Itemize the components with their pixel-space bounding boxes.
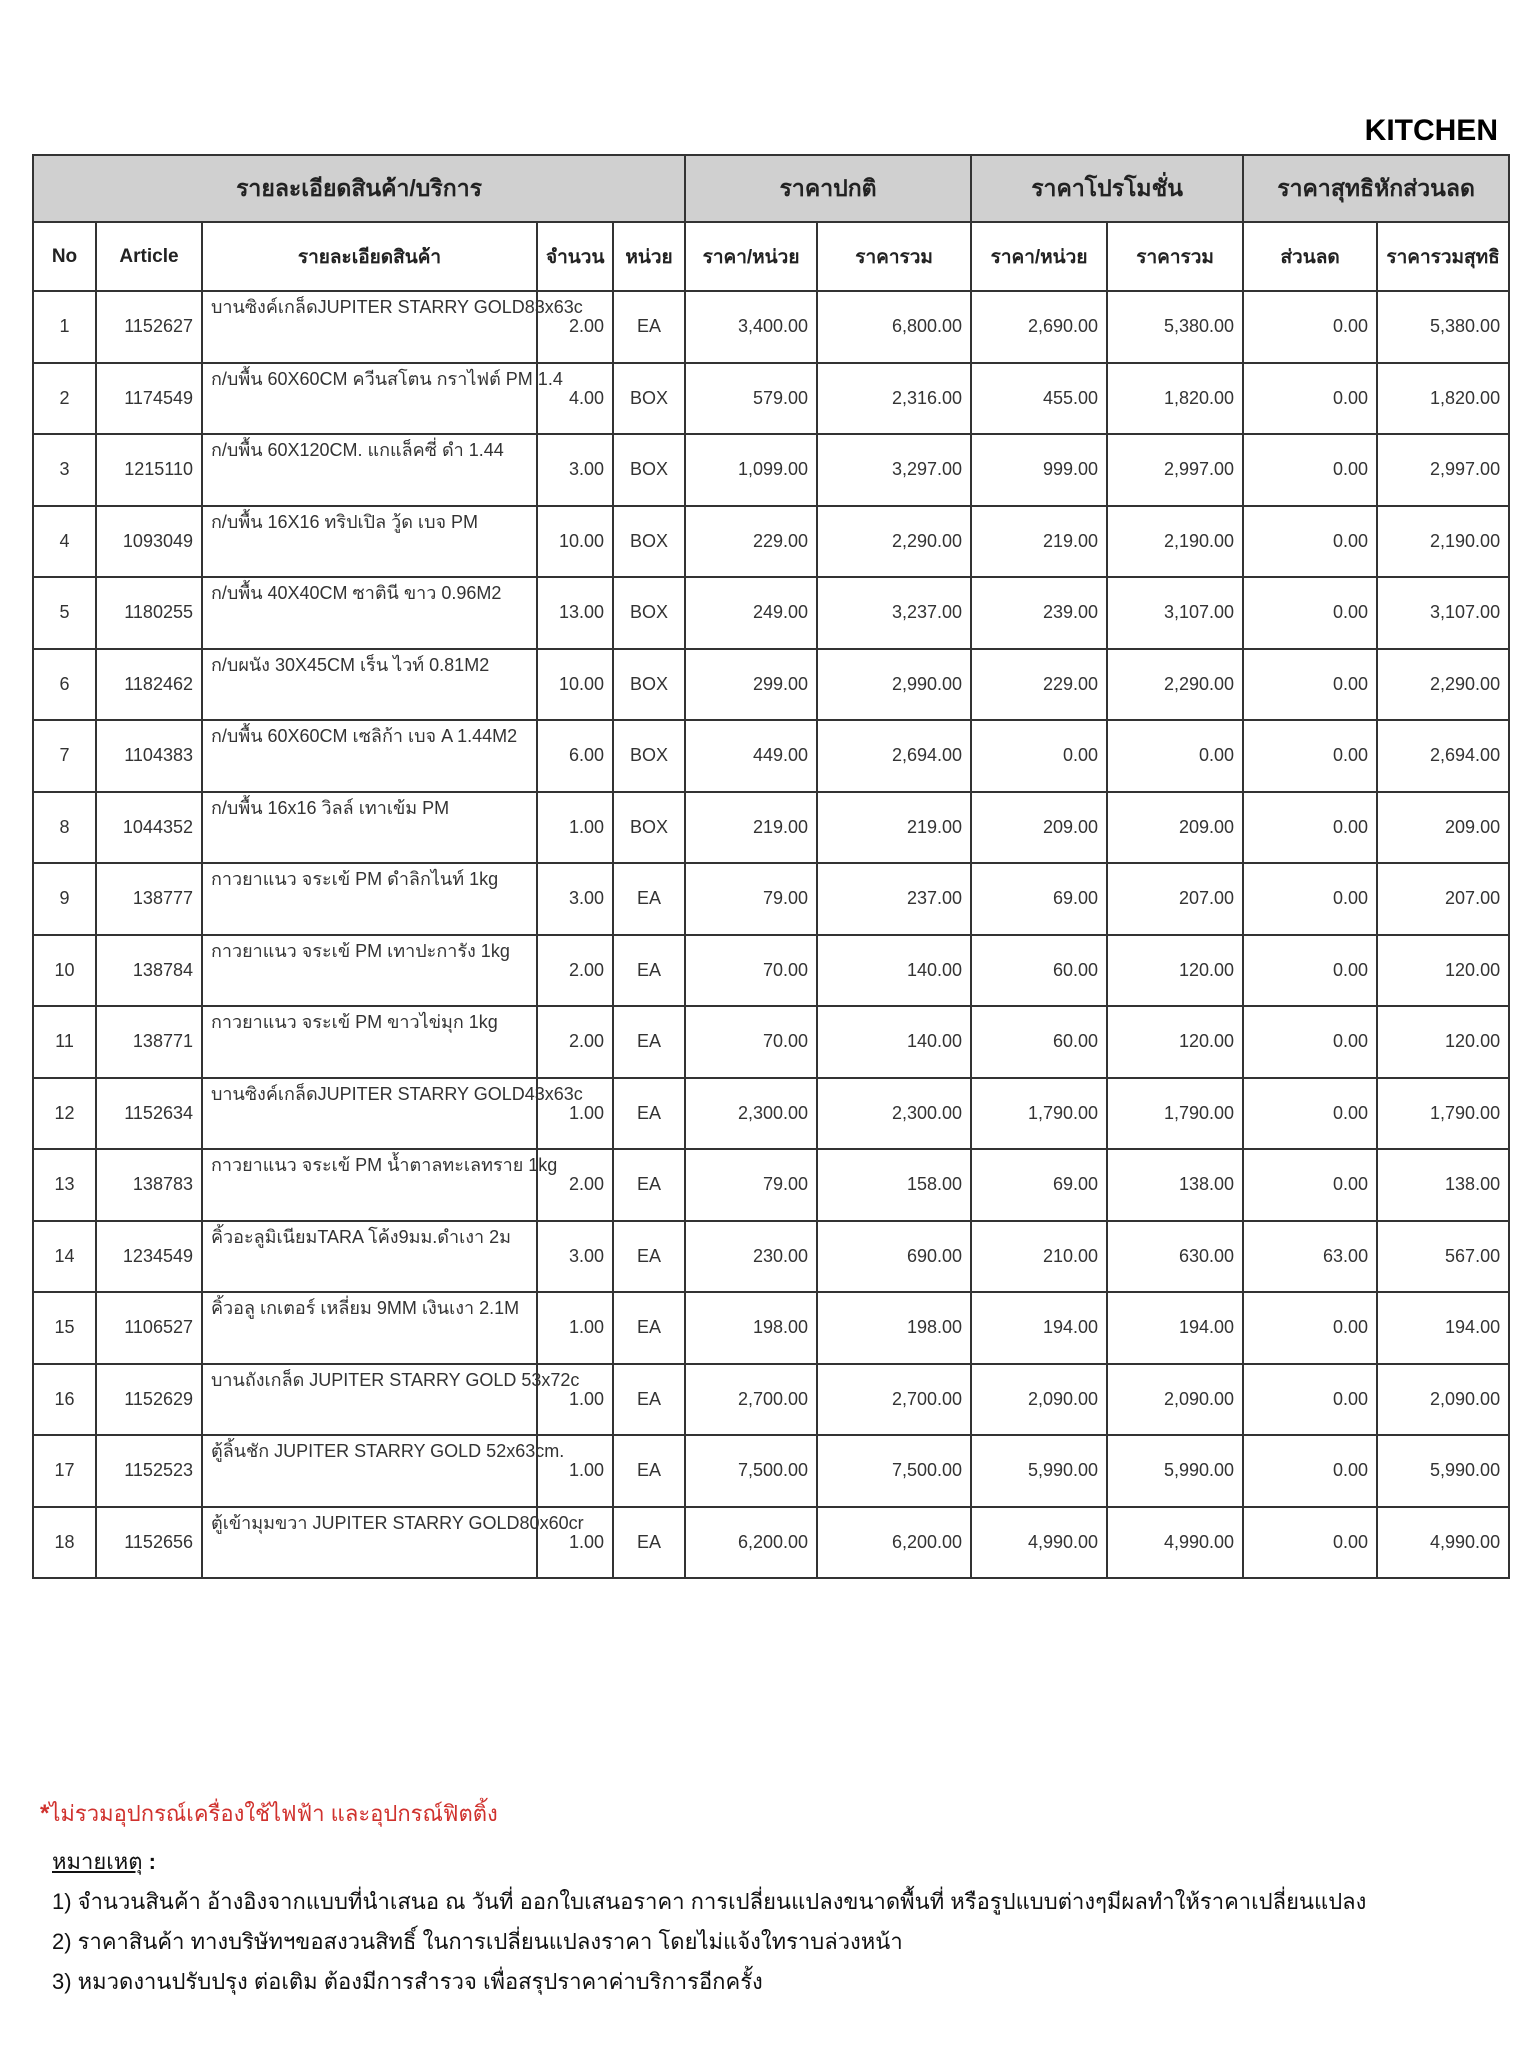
footnote-star: * (40, 1800, 50, 1827)
group-header-row (33, 155, 1509, 222)
cell-promo-unit-price: 2,690.00 (971, 291, 1107, 363)
cell-description: ตู้ลิ้นชัก JUPITER STARRY GOLD 52x63cm. (202, 1435, 537, 1507)
cell-regular-total: 6,200.00 (817, 1507, 971, 1579)
cell-description: ก/บพื้น 40X40CM ซาตินี ขาว 0.96M2 (202, 577, 537, 649)
table-row (33, 1435, 1509, 1507)
cell-description: กาวยาแนว จระเข้ PM น้ำตาลทะเลทราย 1kg (202, 1149, 537, 1221)
cell-regular-total: 198.00 (817, 1292, 971, 1364)
cell-article: 1152634 (96, 1078, 202, 1150)
table-row (33, 434, 1509, 506)
cell-discount: 0.00 (1243, 1507, 1377, 1579)
cell-no: 8 (33, 792, 96, 864)
cell-promo-total: 2,090.00 (1107, 1364, 1243, 1436)
cell-no: 17 (33, 1435, 96, 1507)
cell-net-total: 1,820.00 (1377, 363, 1509, 435)
cell-regular-unit-price: 449.00 (685, 720, 817, 792)
column-header-description: รายละเอียดสินค้า (202, 222, 537, 291)
cell-net-total: 5,990.00 (1377, 1435, 1509, 1507)
cell-description: คิ้วอลู เกเตอร์ เหลี่ยม 9MM เงินเงา 2.1M (202, 1292, 537, 1364)
cell-regular-unit-price: 219.00 (685, 792, 817, 864)
cell-net-total: 3,107.00 (1377, 577, 1509, 649)
cell-quantity: 6.00 (537, 720, 613, 792)
cell-no: 10 (33, 935, 96, 1007)
cell-article: 1174549 (96, 363, 202, 435)
column-header-promo-total: ราคารวม (1107, 222, 1243, 291)
quotation-table (32, 154, 1510, 1579)
cell-discount: 0.00 (1243, 506, 1377, 578)
cell-description: ก/บพื้น 60X60CM เซลิก้า เบจ A 1.44M2 (202, 720, 537, 792)
notes-section (52, 1842, 1366, 2002)
table-row (33, 1149, 1509, 1221)
cell-regular-unit-price: 79.00 (685, 863, 817, 935)
cell-quantity: 4.00 (537, 363, 613, 435)
note-item: 2) ราคาสินค้า ทางบริษัทฯขอสงวนสิทธิ์ ในการเปลี่ยนแปลงราคา โดยไม่แจ้งใทราบล่วงหน้า (52, 1929, 903, 1954)
cell-regular-unit-price: 1,099.00 (685, 434, 817, 506)
cell-unit: EA (613, 935, 685, 1007)
cell-article: 1104383 (96, 720, 202, 792)
cell-discount: 0.00 (1243, 291, 1377, 363)
cell-unit: BOX (613, 506, 685, 578)
table-body (33, 291, 1509, 1578)
cell-description: กาวยาแนว จระเข้ PM ขาวไข่มุก 1kg (202, 1006, 537, 1078)
cell-regular-total: 219.00 (817, 792, 971, 864)
cell-unit: EA (613, 1006, 685, 1078)
cell-article: 138777 (96, 863, 202, 935)
cell-promo-unit-price: 210.00 (971, 1221, 1107, 1293)
cell-article: 138771 (96, 1006, 202, 1078)
cell-description: ก/บพื้น 60X60CM ควีนสโตน กราไฟต์ PM 1.4 (202, 363, 537, 435)
cell-quantity: 10.00 (537, 506, 613, 578)
table-row (33, 1364, 1509, 1436)
cell-regular-unit-price: 79.00 (685, 1149, 817, 1221)
cell-description: กาวยาแนว จระเข้ PM ดำลิกไนท์ 1kg (202, 863, 537, 935)
cell-promo-unit-price: 0.00 (971, 720, 1107, 792)
cell-regular-total: 2,700.00 (817, 1364, 971, 1436)
cell-promo-total: 1,820.00 (1107, 363, 1243, 435)
cell-regular-total: 690.00 (817, 1221, 971, 1293)
cell-promo-total: 630.00 (1107, 1221, 1243, 1293)
column-header-article: Article (96, 222, 202, 291)
table-row (33, 363, 1509, 435)
cell-article: 1215110 (96, 434, 202, 506)
table-row (33, 649, 1509, 721)
cell-article: 1044352 (96, 792, 202, 864)
cell-unit: BOX (613, 363, 685, 435)
cell-description: บานซิงค์เกล็ดJUPITER STARRY GOLD43x63c (202, 1078, 537, 1150)
cell-regular-unit-price: 230.00 (685, 1221, 817, 1293)
cell-net-total: 207.00 (1377, 863, 1509, 935)
cell-quantity: 1.00 (537, 1364, 613, 1436)
cell-promo-total: 2,290.00 (1107, 649, 1243, 721)
cell-article: 138783 (96, 1149, 202, 1221)
group-header-regular-price: ราคาปกติ (685, 155, 971, 222)
cell-quantity: 1.00 (537, 1507, 613, 1579)
cell-unit: BOX (613, 649, 685, 721)
cell-no: 7 (33, 720, 96, 792)
table-row (33, 506, 1509, 578)
notes-colon: : (142, 1849, 157, 1874)
cell-unit: BOX (613, 577, 685, 649)
cell-promo-unit-price: 60.00 (971, 1006, 1107, 1078)
cell-article: 1182462 (96, 649, 202, 721)
column-header-quantity: จำนวน (537, 222, 613, 291)
cell-regular-total: 2,990.00 (817, 649, 971, 721)
cell-quantity: 2.00 (537, 1149, 613, 1221)
cell-discount: 0.00 (1243, 649, 1377, 721)
cell-regular-total: 140.00 (817, 935, 971, 1007)
cell-quantity: 3.00 (537, 863, 613, 935)
cell-no: 14 (33, 1221, 96, 1293)
cell-discount: 0.00 (1243, 1006, 1377, 1078)
cell-regular-total: 6,800.00 (817, 291, 971, 363)
cell-net-total: 567.00 (1377, 1221, 1509, 1293)
cell-regular-unit-price: 299.00 (685, 649, 817, 721)
cell-net-total: 2,290.00 (1377, 649, 1509, 721)
column-header-promo-unit-price: ราคา/หน่วย (971, 222, 1107, 291)
cell-quantity: 1.00 (537, 1292, 613, 1364)
cell-discount: 0.00 (1243, 1149, 1377, 1221)
cell-promo-total: 1,790.00 (1107, 1078, 1243, 1150)
cell-promo-unit-price: 999.00 (971, 434, 1107, 506)
cell-net-total: 120.00 (1377, 1006, 1509, 1078)
cell-unit: EA (613, 1364, 685, 1436)
note-item: 3) หมวดงานปรับปรุง ต่อเติม ต้องมีการสำรวจ เพื่อสรุปราคาค่าบริการอีกครั้ง (52, 1969, 763, 1994)
cell-regular-unit-price: 3,400.00 (685, 291, 817, 363)
column-header-unit: หน่วย (613, 222, 685, 291)
cell-regular-total: 7,500.00 (817, 1435, 971, 1507)
cell-description: ก/บพื้น 16X16 ทริปเปิล วู้ด เบจ PM (202, 506, 537, 578)
cell-article: 1152629 (96, 1364, 202, 1436)
cell-regular-unit-price: 2,300.00 (685, 1078, 817, 1150)
cell-regular-unit-price: 229.00 (685, 506, 817, 578)
cell-unit: EA (613, 1221, 685, 1293)
cell-promo-unit-price: 4,990.00 (971, 1507, 1107, 1579)
table-row (33, 792, 1509, 864)
cell-description: ก/บพื้น 60X120CM. แกแล็คซี่ ดำ 1.44 (202, 434, 537, 506)
table-row (33, 935, 1509, 1007)
cell-promo-unit-price: 229.00 (971, 649, 1107, 721)
cell-promo-unit-price: 2,090.00 (971, 1364, 1107, 1436)
footnote (40, 1796, 498, 1831)
cell-description: ตู้เข้ามุมขวา JUPITER STARRY GOLD80x60cr (202, 1507, 537, 1579)
cell-no: 2 (33, 363, 96, 435)
cell-promo-total: 2,997.00 (1107, 434, 1243, 506)
cell-description: บานถังเกล็ด JUPITER STARRY GOLD 53x72c (202, 1364, 537, 1436)
cell-discount: 0.00 (1243, 363, 1377, 435)
cell-promo-total: 120.00 (1107, 935, 1243, 1007)
cell-regular-unit-price: 2,700.00 (685, 1364, 817, 1436)
cell-net-total: 1,790.00 (1377, 1078, 1509, 1150)
cell-regular-total: 2,300.00 (817, 1078, 971, 1150)
cell-discount: 0.00 (1243, 863, 1377, 935)
cell-regular-total: 3,237.00 (817, 577, 971, 649)
cell-promo-total: 4,990.00 (1107, 1507, 1243, 1579)
column-header-discount: ส่วนลด (1243, 222, 1377, 291)
cell-promo-total: 2,190.00 (1107, 506, 1243, 578)
cell-no: 9 (33, 863, 96, 935)
cell-promo-total: 138.00 (1107, 1149, 1243, 1221)
cell-promo-total: 5,380.00 (1107, 291, 1243, 363)
column-header-row (33, 222, 1509, 291)
cell-discount: 0.00 (1243, 1292, 1377, 1364)
table-row (33, 1078, 1509, 1150)
cell-description: คิ้วอะลูมิเนียมTARA โค้ง9มม.ดำเงา 2ม (202, 1221, 537, 1293)
cell-net-total: 2,190.00 (1377, 506, 1509, 578)
cell-regular-unit-price: 579.00 (685, 363, 817, 435)
cell-no: 6 (33, 649, 96, 721)
cell-quantity: 1.00 (537, 792, 613, 864)
cell-description: ก/บผนัง 30X45CM เร็น ไวท์ 0.81M2 (202, 649, 537, 721)
cell-promo-unit-price: 455.00 (971, 363, 1107, 435)
table-row (33, 577, 1509, 649)
cell-unit: EA (613, 1435, 685, 1507)
cell-promo-total: 3,107.00 (1107, 577, 1243, 649)
cell-article: 1106527 (96, 1292, 202, 1364)
cell-quantity: 10.00 (537, 649, 613, 721)
cell-net-total: 209.00 (1377, 792, 1509, 864)
cell-promo-unit-price: 69.00 (971, 1149, 1107, 1221)
cell-no: 11 (33, 1006, 96, 1078)
table-row (33, 863, 1509, 935)
footnote-text: ไม่รวมอุปกรณ์เครื่องใช้ไฟฟ้า และอุปกรณ์ฟิตติ้ง (49, 1801, 498, 1826)
cell-quantity: 2.00 (537, 291, 613, 363)
cell-unit: EA (613, 1078, 685, 1150)
cell-net-total: 4,990.00 (1377, 1507, 1509, 1579)
cell-quantity: 1.00 (537, 1435, 613, 1507)
cell-no: 16 (33, 1364, 96, 1436)
cell-promo-total: 194.00 (1107, 1292, 1243, 1364)
cell-unit: EA (613, 863, 685, 935)
cell-regular-total: 2,290.00 (817, 506, 971, 578)
cell-regular-total: 158.00 (817, 1149, 971, 1221)
column-header-regular-total: ราคารวม (817, 222, 971, 291)
cell-no: 1 (33, 291, 96, 363)
cell-article: 1152656 (96, 1507, 202, 1579)
cell-discount: 0.00 (1243, 935, 1377, 1007)
cell-promo-unit-price: 5,990.00 (971, 1435, 1107, 1507)
cell-net-total: 138.00 (1377, 1149, 1509, 1221)
cell-promo-unit-price: 69.00 (971, 863, 1107, 935)
cell-promo-unit-price: 239.00 (971, 577, 1107, 649)
table-row (33, 1292, 1509, 1364)
cell-no: 13 (33, 1149, 96, 1221)
cell-regular-total: 237.00 (817, 863, 971, 935)
column-header-no: No (33, 222, 96, 291)
table-row (33, 1006, 1509, 1078)
cell-article: 1152627 (96, 291, 202, 363)
cell-regular-unit-price: 198.00 (685, 1292, 817, 1364)
cell-quantity: 13.00 (537, 577, 613, 649)
table-row (33, 291, 1509, 363)
cell-regular-unit-price: 7,500.00 (685, 1435, 817, 1507)
cell-discount: 0.00 (1243, 1078, 1377, 1150)
cell-quantity: 1.00 (537, 1078, 613, 1150)
cell-net-total: 2,694.00 (1377, 720, 1509, 792)
cell-no: 15 (33, 1292, 96, 1364)
cell-quantity: 3.00 (537, 434, 613, 506)
group-header-details: รายละเอียดสินค้า/บริการ (33, 155, 685, 222)
cell-regular-total: 2,694.00 (817, 720, 971, 792)
cell-promo-unit-price: 209.00 (971, 792, 1107, 864)
cell-regular-total: 2,316.00 (817, 363, 971, 435)
notes-heading: หมายเหตุ (52, 1849, 143, 1874)
cell-article: 1093049 (96, 506, 202, 578)
cell-regular-unit-price: 70.00 (685, 935, 817, 1007)
cell-promo-unit-price: 60.00 (971, 935, 1107, 1007)
note-item: 1) จำนวนสินค้า อ้างอิงจากแบบที่นำเสนอ ณ วันที่ ออกใบเสนอราคา การเปลี่ยนแปลงขนาดพื้นที่ หรือรูปแบบต่างๆมีผลทำให้ราคาเปลี่ยนแปลง (52, 1889, 1367, 1914)
table-row (33, 1221, 1509, 1293)
cell-no: 12 (33, 1078, 96, 1150)
cell-net-total: 2,997.00 (1377, 434, 1509, 506)
column-header-net-total: ราคารวมสุทธิ (1377, 222, 1509, 291)
cell-no: 4 (33, 506, 96, 578)
cell-promo-total: 207.00 (1107, 863, 1243, 935)
cell-regular-unit-price: 6,200.00 (685, 1507, 817, 1579)
cell-net-total: 120.00 (1377, 935, 1509, 1007)
cell-net-total: 5,380.00 (1377, 291, 1509, 363)
cell-article: 1152523 (96, 1435, 202, 1507)
cell-unit: EA (613, 1507, 685, 1579)
cell-no: 5 (33, 577, 96, 649)
cell-discount: 0.00 (1243, 1435, 1377, 1507)
cell-regular-total: 3,297.00 (817, 434, 971, 506)
cell-regular-total: 140.00 (817, 1006, 971, 1078)
cell-promo-total: 209.00 (1107, 792, 1243, 864)
cell-description: ก/บพื้น 16x16 วิลล์ เทาเข้ม PM (202, 792, 537, 864)
table-row (33, 720, 1509, 792)
cell-unit: BOX (613, 792, 685, 864)
cell-net-total: 2,090.00 (1377, 1364, 1509, 1436)
cell-promo-unit-price: 219.00 (971, 506, 1107, 578)
table-row (33, 1507, 1509, 1579)
group-header-promo-price: ราคาโปรโมชั่น (971, 155, 1243, 222)
cell-promo-total: 120.00 (1107, 1006, 1243, 1078)
cell-promo-total: 5,990.00 (1107, 1435, 1243, 1507)
group-header-net-price: ราคาสุทธิหักส่วนลด (1243, 155, 1509, 222)
cell-discount: 0.00 (1243, 577, 1377, 649)
cell-quantity: 2.00 (537, 935, 613, 1007)
cell-regular-unit-price: 249.00 (685, 577, 817, 649)
cell-no: 3 (33, 434, 96, 506)
cell-unit: BOX (613, 434, 685, 506)
cell-article: 1234549 (96, 1221, 202, 1293)
cell-promo-unit-price: 1,790.00 (971, 1078, 1107, 1150)
section-title: KITCHEN (1364, 114, 1498, 147)
cell-promo-unit-price: 194.00 (971, 1292, 1107, 1364)
cell-discount: 63.00 (1243, 1221, 1377, 1293)
cell-discount: 0.00 (1243, 1364, 1377, 1436)
cell-article: 1180255 (96, 577, 202, 649)
column-header-regular-unit-price: ราคา/หน่วย (685, 222, 817, 291)
cell-unit: EA (613, 1292, 685, 1364)
cell-quantity: 3.00 (537, 1221, 613, 1293)
cell-regular-unit-price: 70.00 (685, 1006, 817, 1078)
cell-description: บานซิงค์เกล็ดJUPITER STARRY GOLD83x63c (202, 291, 537, 363)
cell-net-total: 194.00 (1377, 1292, 1509, 1364)
cell-no: 18 (33, 1507, 96, 1579)
cell-promo-total: 0.00 (1107, 720, 1243, 792)
cell-description: กาวยาแนว จระเข้ PM เทาปะการัง 1kg (202, 935, 537, 1007)
cell-discount: 0.00 (1243, 792, 1377, 864)
cell-discount: 0.00 (1243, 720, 1377, 792)
cell-quantity: 2.00 (537, 1006, 613, 1078)
cell-discount: 0.00 (1243, 434, 1377, 506)
cell-unit: EA (613, 291, 685, 363)
cell-article: 138784 (96, 935, 202, 1007)
cell-unit: EA (613, 1149, 685, 1221)
cell-unit: BOX (613, 720, 685, 792)
